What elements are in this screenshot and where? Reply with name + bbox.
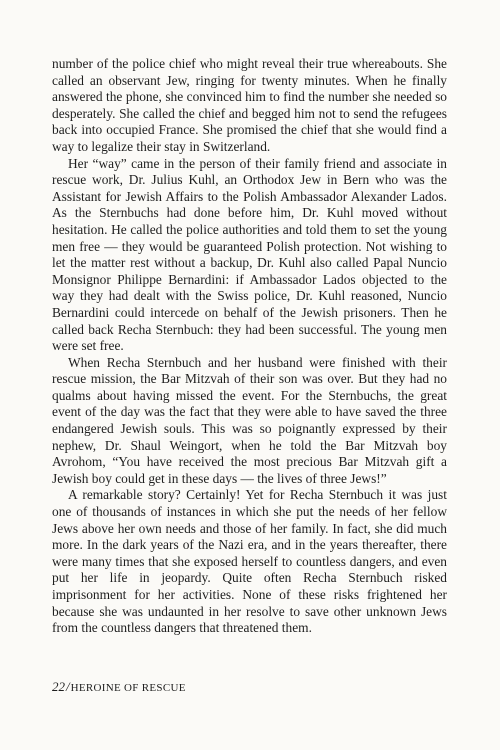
paragraph-3: When Recha Sternbuch and her husband were finished with their rescue mission, the Bar Mitzvah of their son was over. But they had no qualms about having missed the event. For the Sternbuchs, the great event of the day was the fact that they were able to have saved the three endangered Jewish souls. This was so poignantly expressed by their nephew, Dr. Shaul Weingort, when he told the Bar Mitzvah boy Avrohom, “You have received the most precious Bar Mitzvah gift a Jewish boy could get in these days — the lives of three Jews!” xyxy=(52,354,447,486)
paragraph-1: number of the police chief who might reveal their true whereabouts. She called an observant Jew, ringing for twenty minutes. When he finally answered the phone, she convinced him to find the number she needed so desperately. She called the chief and begged him not to send the refugees back into occupied France. She promised the chief that she would find a way to legalize their stay in Switzerland. xyxy=(52,56,447,154)
footer-separator: / xyxy=(66,679,70,694)
paragraph-4: A remarkable story? Certainly! Yet for Recha Sternbuch it was just one of thousands of instances in which she put the needs of her fellow Jews above her own needs and those of her family. In fact, she did much more. In the dark years of the Nazi era, and in the years thereafter, there were many times that she exposed herself to countless dangers, and even put her life in jeopardy. Quite often Recha Sternbuch risked imprisonment for her activities. None of these risks frightened her because she was undaunted in her resolve to save other unknown Jews from the countless dangers that threatened them. xyxy=(52,487,447,636)
running-title: HEROINE OF RESCUE xyxy=(70,682,186,694)
page-number: 22 xyxy=(52,679,65,694)
paragraph-2: Her “way” came in the person of their family friend and associate in rescue work, Dr. Julius Kuhl, an Orthodox Jew in Bern who was the Assistant for Jewish Affairs to the Polish Ambassador Alexander Lados. As the Sternbuchs had done before him, Dr. Kuhl moved without hesitation. He called the police authorities and told them to set the young men free — they would be guaranteed Polish protection. Not wishing to let the matter rest without a backup, Dr. Kuhl also called Papal Nuncio Monsignor Philippe Bernardini: if Ambassador Lados objected to the way they had dealt with the Swiss police, Dr. Kuhl reasoned, Nuncio Bernardini could intercede on behalf of the Jewish prisoners. Then he called back Recha Sternbuch: they had been successful. The young men were set free. xyxy=(52,155,447,354)
body-text xyxy=(52,56,447,637)
page-footer xyxy=(52,679,186,695)
